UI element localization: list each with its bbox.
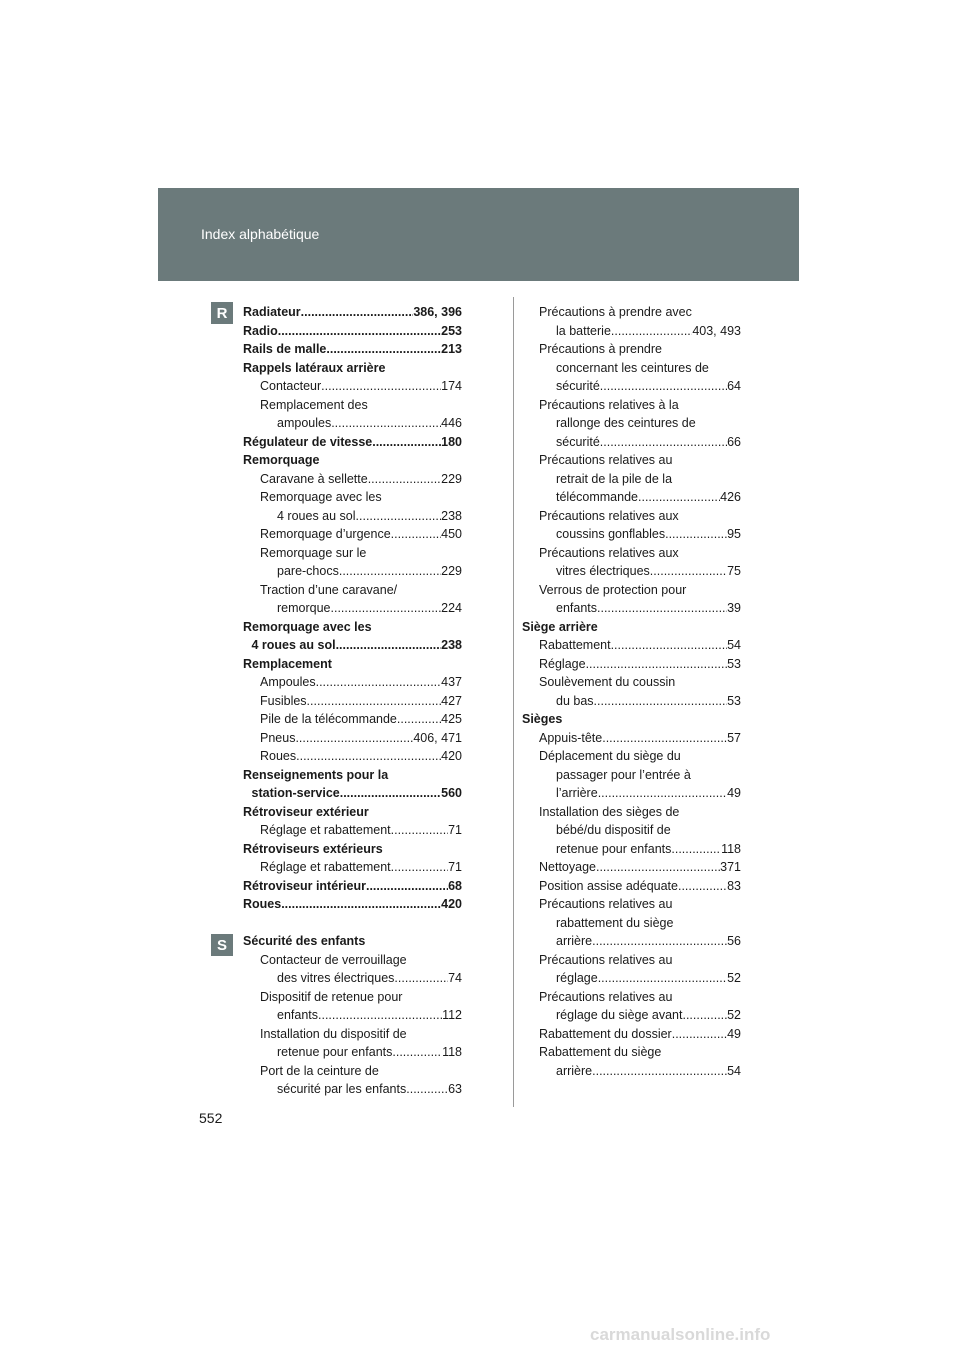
page-reference: 425 [441, 712, 462, 726]
dot-leader [339, 562, 441, 581]
dot-leader [296, 747, 441, 766]
index-term: Remorquage avec les [243, 619, 372, 634]
header-title: Index alphabétique [201, 226, 320, 242]
index-term: Réglage et rabattement [260, 823, 391, 837]
index-entry [243, 1062, 462, 1081]
index-term: Remplacement des [260, 397, 368, 412]
index-entry [243, 359, 462, 378]
index-term: Précautions à prendre [539, 342, 662, 356]
index-entry [522, 507, 741, 526]
index-term: passager pour l’entrée à [556, 767, 691, 782]
index-entry [243, 507, 462, 526]
index-entry [243, 303, 462, 322]
index-entry [243, 1025, 462, 1044]
page-reference: 54 [727, 638, 741, 652]
page-reference: 560 [441, 786, 462, 800]
index-term: remorque [277, 601, 331, 615]
index-entry [522, 414, 741, 433]
page-reference: 174 [441, 379, 462, 393]
index-term: Rabattement du dossier [539, 1026, 672, 1041]
page-reference: 118 [721, 841, 741, 856]
page-reference: 64 [727, 379, 741, 393]
page-reference: 213 [441, 342, 462, 356]
dot-leader [665, 525, 727, 544]
index-term: sécurité [556, 379, 600, 393]
index-entry [522, 340, 741, 359]
index-term: l’arrière [556, 786, 598, 800]
index-entry [243, 433, 462, 452]
index-entry [522, 840, 741, 859]
dot-leader [682, 1006, 727, 1025]
watermark: carmanualsonline.info [590, 1325, 771, 1344]
index-term: Réglage [539, 656, 586, 671]
index-term: pare-chocs [277, 564, 339, 578]
page-reference: 52 [727, 1008, 741, 1022]
page-reference: 74 [448, 971, 462, 985]
index-term: Port de la ceinture de [260, 1063, 379, 1078]
index-term: Ampoules [260, 675, 316, 689]
index-term: Installation du dispositif de [260, 1026, 407, 1041]
index-entry [243, 747, 462, 766]
index-entry [522, 821, 741, 840]
index-term: Dispositif de retenue pour [260, 989, 403, 1004]
section-tab-r: R [211, 302, 233, 324]
index-term: Roues [243, 897, 282, 911]
index-term: Pile de la télécommande [260, 712, 397, 726]
dot-leader [301, 303, 414, 322]
page-reference: 49 [727, 786, 741, 800]
dot-leader [406, 1080, 448, 1099]
page-reference: 66 [727, 434, 741, 449]
page-reference: 229 [441, 471, 462, 486]
index-entry [522, 895, 741, 914]
index-entry [522, 858, 741, 877]
index-term: Fusibles [260, 693, 307, 708]
index-entry [243, 377, 462, 396]
index-term: Précautions relatives au [539, 897, 673, 911]
page-reference: 68 [448, 878, 462, 893]
dot-leader [336, 636, 442, 655]
index-term: Rails de malle [243, 342, 327, 356]
index-entry [243, 340, 462, 359]
index-entry [243, 1006, 462, 1025]
page-reference: 83 [727, 878, 741, 893]
index-entry [243, 951, 462, 970]
index-term: Précautions à prendre avec [539, 305, 692, 319]
index-term: rabattement du siège [556, 915, 674, 930]
page-reference: 180 [441, 434, 462, 449]
dot-leader [391, 821, 448, 840]
index-entry [522, 710, 741, 729]
index-entry [243, 932, 462, 951]
index-term: sécurité par les enfants [277, 1082, 407, 1096]
index-entry [522, 988, 741, 1007]
index-entry [522, 544, 741, 563]
index-entry [243, 877, 462, 896]
index-entry [522, 377, 741, 396]
index-term: la batterie [556, 323, 611, 338]
index-term: Rétroviseur intérieur [243, 878, 366, 893]
index-term: concernant les ceintures de [556, 360, 709, 375]
page-reference: 112 [442, 1008, 462, 1022]
index-term: Remorquage avec les [260, 490, 382, 504]
index-entry [243, 599, 462, 618]
chapter-header [158, 188, 799, 281]
dot-leader [340, 784, 441, 803]
dot-leader [295, 729, 413, 748]
dot-leader [316, 673, 442, 692]
page-reference: 39 [727, 601, 741, 615]
index-term: retenue pour enfants [556, 841, 672, 856]
index-term: Précautions relatives au [539, 453, 673, 467]
page-reference: 49 [727, 1026, 741, 1041]
page-reference: 386, 396 [413, 305, 462, 319]
index-entry [522, 562, 741, 581]
index-entry [522, 525, 741, 544]
page-reference: 71 [448, 860, 462, 874]
page-reference: 95 [727, 527, 741, 541]
index-entry [243, 470, 462, 489]
page-reference: 253 [441, 323, 462, 338]
index-term: Précautions relatives aux [539, 545, 679, 560]
index-term: réglage du siège avant [556, 1008, 683, 1022]
index-term: Installation des sièges de [539, 804, 680, 819]
index-term: arrière [556, 1063, 593, 1078]
index-entry [522, 729, 741, 748]
index-term: Réglage et rabattement [260, 860, 391, 874]
index-entry [522, 1062, 741, 1081]
dot-leader [366, 877, 448, 896]
index-term: Renseignements pour la [243, 767, 389, 782]
index-entry [522, 1006, 741, 1025]
dot-leader [372, 433, 441, 452]
dot-leader [611, 322, 692, 341]
index-term: ampoules [277, 416, 332, 430]
index-term: arrière [556, 934, 593, 948]
index-entry [522, 1043, 741, 1062]
index-entry [522, 636, 741, 655]
index-term: coussins gonflables [556, 527, 666, 541]
index-entry [522, 747, 741, 766]
index-entry [243, 1080, 462, 1099]
page-reference: 427 [441, 693, 462, 708]
index-entry [522, 303, 741, 322]
index-entry [522, 655, 741, 674]
page-reference: 450 [441, 527, 462, 541]
page-number: 552 [199, 1110, 223, 1126]
index-term: réglage [556, 971, 598, 985]
index-term: bébé/du dispositif de [556, 823, 671, 837]
dot-leader [600, 433, 727, 452]
page-reference: 426 [720, 490, 741, 504]
index-entry [522, 488, 741, 507]
page-reference: 53 [727, 693, 741, 708]
index-term: Nettoyage [539, 860, 596, 874]
dot-leader [592, 1062, 727, 1081]
page-reference: 56 [727, 934, 741, 948]
dot-leader [672, 1025, 727, 1044]
page-reference: 238 [441, 638, 462, 652]
index-term: Précautions relatives aux [539, 508, 679, 523]
index-entry [522, 932, 741, 951]
index-entry [243, 729, 462, 748]
index-entry [243, 692, 462, 711]
index-entry [243, 766, 462, 785]
dot-leader [394, 969, 448, 988]
page-reference: 229 [441, 564, 462, 578]
index-term: vitres électriques [556, 564, 650, 578]
dot-leader [331, 414, 441, 433]
index-entry [522, 673, 741, 692]
index-term: Pneus [260, 730, 296, 745]
index-entry [243, 821, 462, 840]
index-term: des vitres électriques [277, 971, 395, 985]
index-term: Position assise adéquate [539, 878, 678, 893]
left-index-column [243, 303, 462, 1099]
index-term: 4 roues au sol [251, 638, 336, 652]
index-term: Verrous de protection pour [539, 582, 687, 597]
index-term: Contacteur [260, 379, 322, 393]
index-entry [522, 803, 741, 822]
index-entry [243, 969, 462, 988]
index-term: 4 roues au sol [277, 508, 356, 523]
dot-leader [356, 507, 442, 526]
section-tab-s: S [211, 934, 233, 956]
index-entry [243, 322, 462, 341]
page-reference: 57 [727, 730, 741, 745]
page-reference: 54 [727, 1063, 741, 1078]
index-entry [243, 1043, 462, 1062]
index-entry [243, 673, 462, 692]
page-reference: 224 [441, 601, 462, 615]
index-term: Caravane à sellette [260, 471, 368, 486]
page-reference: 420 [441, 749, 462, 763]
index-term: Sièges [522, 712, 563, 726]
dot-leader [600, 377, 727, 396]
index-term: Appuis-tête [539, 730, 603, 745]
index-entry [522, 877, 741, 896]
page-reference: 75 [727, 564, 741, 578]
index-term: Radio [243, 323, 278, 338]
dot-leader [397, 710, 441, 729]
index-entry [522, 451, 741, 470]
index-entry [522, 359, 741, 378]
dot-leader [594, 692, 728, 711]
index-entry [243, 562, 462, 581]
dot-leader [321, 377, 441, 396]
page-reference: 371 [720, 860, 741, 874]
page-reference: 71 [448, 823, 462, 837]
index-term: Siège arrière [522, 619, 598, 634]
dot-leader [611, 636, 728, 655]
index-term: Rabattement [539, 638, 611, 652]
dot-leader [598, 784, 727, 803]
index-entry [243, 710, 462, 729]
index-entry [522, 766, 741, 785]
dot-leader [650, 562, 727, 581]
dot-leader [586, 655, 728, 674]
index-term: Remplacement [243, 656, 332, 671]
index-entry [522, 581, 741, 600]
dot-leader [278, 322, 441, 341]
index-entry [243, 840, 462, 859]
page-reference: 52 [727, 971, 741, 985]
index-entry [522, 969, 741, 988]
page-reference: 420 [441, 897, 462, 911]
index-term: Précautions relatives au [539, 952, 673, 967]
dot-leader [671, 840, 721, 859]
dot-leader [392, 1043, 442, 1062]
index-entry [522, 1025, 741, 1044]
index-term: Remorquage [243, 453, 320, 467]
index-term: Précautions relatives au [539, 989, 673, 1004]
dot-leader [602, 729, 727, 748]
page-reference: 238 [441, 508, 462, 523]
index-entry [243, 914, 462, 933]
index-entry [243, 655, 462, 674]
dot-leader [281, 895, 441, 914]
dot-leader [326, 340, 441, 359]
dot-leader [307, 692, 442, 711]
index-term: Déplacement du siège du [539, 749, 681, 763]
index-term: sécurité [556, 434, 600, 449]
index-term: enfants [556, 601, 598, 615]
dot-leader [592, 932, 727, 951]
index-term: enfants [277, 1008, 319, 1022]
dot-leader [368, 470, 441, 489]
index-entry [522, 951, 741, 970]
dot-leader [391, 525, 442, 544]
index-entry [522, 599, 741, 618]
page-reference: 53 [727, 656, 741, 671]
page-reference: 63 [448, 1082, 462, 1096]
dot-leader [638, 488, 720, 507]
index-term: Sécurité des enfants [243, 934, 366, 948]
index-entry [243, 636, 462, 655]
index-entry [522, 322, 741, 341]
index-entry [522, 914, 741, 933]
index-entry [243, 544, 462, 563]
dot-leader [318, 1006, 442, 1025]
index-entry [243, 414, 462, 433]
index-entry [243, 581, 462, 600]
index-entry [243, 618, 462, 637]
index-term: Contacteur de verrouillage [260, 952, 407, 967]
index-term: retrait de la pile de la [556, 471, 673, 486]
index-entry [522, 396, 741, 415]
index-entry [243, 396, 462, 415]
index-term: Régulateur de vitesse [243, 434, 373, 449]
index-term: Roues [260, 749, 297, 763]
dot-leader [598, 969, 727, 988]
index-term: Radiateur [243, 305, 301, 319]
index-entry [243, 895, 462, 914]
index-entry [243, 488, 462, 507]
index-entry [243, 803, 462, 822]
index-term: Précautions relatives à la [539, 397, 679, 412]
index-entry [522, 692, 741, 711]
index-entry [243, 988, 462, 1007]
index-entry [243, 858, 462, 877]
index-entry [522, 618, 741, 637]
index-term: rallonge des ceintures de [556, 416, 696, 430]
index-entry [522, 784, 741, 803]
page-reference: 118 [442, 1045, 462, 1059]
right-index-column [522, 303, 741, 1080]
index-term: Rétroviseurs extérieurs [243, 841, 383, 856]
dot-leader [597, 599, 727, 618]
index-term: du bas [556, 693, 594, 708]
index-term: station-service [251, 786, 340, 800]
page-reference: 437 [441, 675, 462, 689]
page-reference: 406, 471 [413, 730, 462, 745]
dot-leader [596, 858, 720, 877]
index-entry [243, 451, 462, 470]
page-reference: 403, 493 [692, 323, 741, 338]
dot-leader [391, 858, 448, 877]
index-entry [522, 433, 741, 452]
index-term: télécommande [556, 490, 638, 504]
index-term: Rabattement du siège [539, 1045, 662, 1059]
index-term: retenue pour enfants [277, 1045, 393, 1059]
page-reference: 446 [441, 416, 462, 430]
index-entry [243, 525, 462, 544]
dot-leader [331, 599, 442, 618]
index-term: Soulèvement du coussin [539, 675, 676, 689]
index-term: Remorquage d’urgence [260, 527, 391, 541]
dot-leader [678, 877, 727, 896]
index-entry [522, 470, 741, 489]
index-term: Rétroviseur extérieur [243, 804, 369, 819]
index-entry [243, 784, 462, 803]
index-term: Rappels latéraux arrière [243, 360, 386, 375]
index-term: Traction d’une caravane/ [260, 582, 398, 597]
index-term: Remorquage sur le [260, 545, 367, 560]
column-divider [513, 297, 514, 1107]
